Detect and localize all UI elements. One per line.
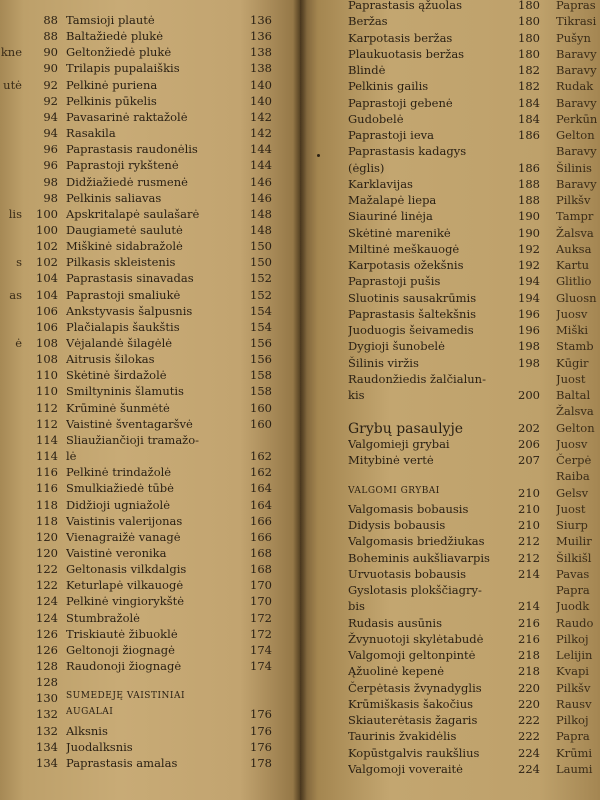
entry-title: Tamsioji plautė — [66, 13, 155, 27]
entry-title: Paprastasis šaltekšnis — [348, 306, 477, 321]
page-number: 174 — [250, 659, 272, 673]
page-number: 142 — [250, 109, 272, 124]
entry-title: kis — [348, 388, 365, 402]
cut-off-text: Gelton — [556, 128, 595, 142]
entry-title: Juoduogis šeivamedis — [348, 323, 474, 337]
page-number: 116 — [36, 481, 58, 496]
page-number: 210 — [518, 501, 540, 516]
page-number: 104 — [36, 271, 58, 286]
page-number: 120 — [36, 529, 58, 544]
page-number: 124 — [36, 610, 58, 625]
cut-off-text: Baravy — [556, 176, 597, 191]
entry-title: Miltinė meškauogė — [348, 241, 460, 256]
cut-off-text: Perkūn — [556, 111, 598, 126]
page-number: 98 — [43, 190, 58, 205]
cut-off-text: ė — [15, 336, 22, 350]
entry-title: Keturlapė vilkauogė — [66, 578, 184, 593]
page-number: 94 — [43, 109, 58, 124]
page-number: 196 — [518, 323, 540, 337]
entry-title: Valgomieji grybai — [348, 436, 450, 451]
page-number: 144 — [250, 158, 272, 173]
entry-title: Miškinė sidabražolė — [66, 239, 183, 254]
page-number: 166 — [250, 529, 272, 544]
entry-title: Trilapis pupalaiškis — [66, 61, 180, 76]
page-number: 124 — [36, 594, 58, 609]
page-number: 110 — [36, 384, 58, 399]
cut-off-text: Papras — [556, 0, 596, 12]
entry-title: Didysis bobausis — [348, 518, 446, 532]
right-index-row — [300, 762, 600, 780]
page-number: 176 — [250, 707, 272, 722]
entry-title: Didžioji ugniažolė — [66, 497, 170, 512]
entry-title: Ankstyvasis šalpusnis — [66, 303, 193, 318]
entry-title: Čerpėtasis žvynadyglis — [348, 680, 482, 695]
entry-title: Žvynuotoji skylėtabudė — [348, 631, 484, 646]
entry-title: Paprastoji gebenė — [348, 95, 453, 110]
cut-off-text: Juodk — [556, 599, 590, 614]
page-number: 102 — [36, 239, 58, 254]
page-number: 210 — [518, 518, 540, 532]
cut-off-text: Gluosn — [556, 290, 597, 305]
cut-off-text: Papra — [556, 583, 590, 597]
right-page — [300, 0, 600, 800]
entry-title: (ėglis) — [348, 160, 385, 175]
page-number: 154 — [250, 303, 272, 318]
left-index-row — [0, 756, 300, 774]
page-number: 178 — [250, 755, 272, 770]
entry-title: Grybų pasaulyje — [348, 420, 464, 437]
entry-title: Plačialapis šaukštis — [66, 319, 180, 334]
entry-title: Paprastoji rykštenė — [66, 158, 179, 173]
page-number: 132 — [36, 723, 58, 738]
entry-title: Pelkinė vingiorykštė — [66, 594, 185, 609]
page-number: 180 — [518, 46, 540, 61]
entry-title: Paprastoji pušis — [348, 274, 441, 289]
page-number: 144 — [250, 142, 272, 157]
cut-off-text: Kartu — [556, 258, 589, 272]
cut-off-text: Juost — [556, 501, 586, 516]
page-number: 108 — [36, 336, 58, 350]
page-number: 138 — [250, 61, 272, 76]
entry-title: Valgomoji voveraitė — [348, 761, 463, 776]
cut-off-text: Juost — [556, 371, 586, 386]
page-number: 122 — [36, 578, 58, 593]
entry-title: Dygioji šunobelė — [348, 339, 445, 354]
page-number: 158 — [250, 368, 272, 383]
page-number: 96 — [43, 158, 58, 173]
cut-off-text: lis — [8, 206, 22, 221]
entry-title: Rasakila — [66, 126, 116, 141]
cut-off-text: kne — [0, 45, 22, 60]
entry-title: Juodalksnis — [66, 739, 133, 754]
page-number: 162 — [250, 465, 272, 480]
cut-off-text: Pilkoj — [556, 713, 589, 727]
entry-title: Raudonžiedis žalčialun- — [348, 371, 486, 386]
page-number: 218 — [518, 664, 540, 679]
cut-off-text: Čerpė — [556, 453, 592, 467]
page-number: 158 — [250, 384, 272, 399]
page-number: 110 — [36, 368, 58, 383]
entry-title: Sluotinis sausakrūmis — [348, 290, 477, 305]
cut-off-text: Baltal — [556, 388, 591, 402]
entry-title: Siauriné linėja — [348, 209, 433, 224]
page-number: 222 — [518, 713, 540, 727]
page-number: 94 — [43, 126, 58, 141]
page-number: 176 — [250, 739, 272, 754]
cut-off-text: Krūmi — [556, 745, 593, 760]
cut-off-text: Juosv — [556, 306, 588, 321]
cut-off-text: Siurp — [556, 518, 588, 532]
page-number: 148 — [250, 222, 272, 237]
page-number: 190 — [518, 209, 540, 224]
cut-off-text: as — [9, 287, 22, 302]
page-number: 184 — [518, 111, 540, 126]
entry-title: Plaukuotasis beržas — [348, 46, 465, 61]
page-number: 126 — [36, 626, 58, 641]
entry-title: Didžiažiedė rusmenė — [66, 174, 188, 189]
entry-title: Smulkiažiedė tūbė — [66, 481, 174, 496]
cut-off-text: Žalsva — [556, 404, 594, 419]
cut-off-text: Tikrasi — [556, 14, 597, 29]
page-number: 206 — [518, 436, 540, 451]
page-number: 160 — [250, 416, 272, 431]
page-number: 156 — [250, 352, 272, 367]
entry-title: Taurinis žvakidėlis — [348, 729, 457, 744]
page-number: 214 — [518, 566, 540, 581]
entry-title: Krūminė šunmėtė — [66, 400, 170, 415]
cut-off-text: Kvapi — [556, 664, 589, 679]
cut-off-text: Stamb — [556, 339, 594, 354]
cut-off-text: Gelsv — [556, 485, 589, 500]
entry-title: Vaistinė veronika — [66, 545, 167, 560]
cut-off-text: Baravy — [556, 63, 597, 77]
entry-title: Pelkinė trindažolė — [66, 465, 172, 480]
cut-off-text: utė — [3, 77, 22, 92]
entry-title: Pelkinis gailis — [348, 79, 429, 94]
entry-title: Pavasarinė raktažolė — [66, 109, 188, 124]
page-number: 108 — [36, 352, 58, 367]
page-number: 198 — [518, 339, 540, 354]
entry-title: Smiltyninis šlamutis — [66, 384, 184, 399]
page-number: 220 — [518, 680, 540, 695]
page-number: 180 — [518, 0, 540, 12]
page-number: 134 — [36, 739, 58, 754]
entry-title: Valgomoji geltonpintė — [348, 648, 476, 662]
page-number: 186 — [518, 160, 540, 175]
entry-title: Gudobelė — [348, 111, 404, 126]
page-number: 92 — [43, 93, 58, 108]
page-number: 168 — [250, 545, 272, 560]
entry-title: VALGOMI GRYBAI — [348, 485, 440, 496]
page-number: 118 — [36, 513, 58, 528]
entry-title: Geltonasis vilkdalgis — [66, 562, 187, 577]
page-number: 126 — [36, 642, 58, 657]
cut-off-text: Pilkoj — [556, 631, 589, 646]
cut-off-text: Rausv — [556, 696, 592, 711]
entry-title: Pelkinė puriena — [66, 77, 158, 92]
entry-title: Beržas — [348, 14, 388, 29]
cut-off-text: s — [16, 255, 22, 270]
page-number: 170 — [250, 594, 272, 609]
page-number: 176 — [250, 723, 272, 738]
entry-title: Karklavijas — [348, 176, 413, 191]
page-number: 164 — [250, 497, 272, 512]
page-number: 106 — [36, 303, 58, 318]
cut-off-text: Rudak — [556, 79, 594, 94]
page-number: 198 — [518, 355, 540, 370]
entry-title: Paprastasis sinavadas — [66, 271, 194, 286]
page-number: 146 — [250, 174, 272, 189]
cut-off-text: Pilkšv — [556, 193, 591, 207]
entry-title: Sliaužiančioji tramažo- — [66, 432, 200, 447]
entry-title: Paprastasis raudonėlis — [66, 142, 198, 157]
page-number: 202 — [518, 420, 540, 435]
entry-title: Vėjalandė šilagėlė — [66, 336, 173, 350]
page-number: 134 — [36, 755, 58, 770]
cut-off-text: Miški — [556, 323, 589, 337]
page-number: 100 — [36, 222, 58, 237]
page-number: 160 — [250, 400, 272, 415]
entry-title: Vienagraižė vanagė — [66, 529, 181, 544]
page-number: 182 — [518, 79, 540, 94]
entry-title: Rudasis ausūnis — [348, 615, 442, 630]
page-number: 214 — [518, 599, 540, 614]
page-number: 184 — [518, 95, 540, 110]
entry-title: Kopūstgalvis raukšlius — [348, 745, 480, 760]
entry-title: Pelkinis saliavas — [66, 190, 162, 205]
entry-title: Gyslotasis plokščiagry- — [348, 583, 482, 597]
page-number: 150 — [250, 255, 272, 270]
cut-off-text: Šilkišl — [556, 550, 592, 565]
entry-title: Pilkasis skleistenis — [66, 255, 176, 270]
page-number: 188 — [518, 193, 540, 207]
entry-title: Baltažiedė plukė — [66, 29, 164, 44]
page-number: 140 — [250, 93, 272, 108]
page-number: 100 — [36, 206, 58, 221]
entry-title: Geltonoji žiognagė — [66, 642, 175, 657]
entry-title: Paprastasis kadagys — [348, 144, 467, 159]
page-number: 172 — [250, 610, 272, 625]
page-number: 118 — [36, 497, 58, 512]
entry-title: Paprastasis amalas — [66, 755, 178, 770]
page-number: 130 — [36, 691, 58, 706]
entry-title: Paprastasis ąžuolas — [348, 0, 462, 12]
page-number: 120 — [36, 545, 58, 560]
page-number: 224 — [518, 761, 540, 776]
page-number: 96 — [43, 142, 58, 157]
cut-off-text: Baravy — [556, 144, 597, 159]
page-number: 170 — [250, 578, 272, 593]
cut-off-text: Gelton — [556, 420, 595, 435]
page-number: 112 — [36, 400, 58, 415]
cut-off-text: Laumi — [556, 761, 593, 776]
page-number: 90 — [43, 45, 58, 60]
page-number: 92 — [43, 77, 58, 92]
page-number: 222 — [518, 729, 540, 744]
entry-title: Paprastoji smaliukė — [66, 287, 181, 302]
page-number: 186 — [518, 128, 540, 142]
cut-off-text: Papra — [556, 729, 590, 744]
cut-off-text: Baravy — [556, 46, 597, 61]
page-number: 182 — [518, 63, 540, 77]
entry-title: Karpotasis beržas — [348, 30, 453, 45]
entry-title: lė — [66, 449, 77, 464]
page-number: 128 — [36, 675, 58, 690]
entry-title: AUGALAI — [66, 707, 114, 718]
page-number: 168 — [250, 562, 272, 577]
entry-title: Apskritalapė saulašarė — [66, 206, 200, 221]
cut-off-text: Juosv — [556, 436, 588, 451]
cut-off-text: Muilir — [556, 534, 592, 549]
cut-off-text: Kūgir — [556, 355, 589, 370]
entry-title: Blindė — [348, 63, 386, 77]
page-number: 128 — [36, 659, 58, 673]
cut-off-text: Glitlio — [556, 274, 592, 289]
cut-off-text: Pilkšv — [556, 680, 591, 695]
entry-title: Raudonoji žiognagė — [66, 659, 182, 673]
entry-title: Boheminis aukšliavarpis — [348, 550, 490, 565]
page-number: 88 — [43, 13, 58, 27]
cut-off-text: Raudo — [556, 615, 594, 630]
entry-title: Valgomasis briedžiukas — [348, 534, 485, 549]
page-number: 218 — [518, 648, 540, 662]
entry-title: Paprastoji ieva — [348, 128, 434, 142]
entry-title: Šilinis viržis — [348, 355, 419, 370]
page-number: 212 — [518, 534, 540, 549]
page-number: 174 — [250, 642, 272, 657]
page-number: 188 — [518, 176, 540, 191]
page-number: 112 — [36, 416, 58, 431]
entry-title: Skiauterėtasis žagaris — [348, 713, 478, 727]
entry-title: Aitrusis šilokas — [66, 352, 155, 367]
page-number: 148 — [250, 206, 272, 221]
page-number: 102 — [36, 255, 58, 270]
entry-title: Alksnis — [66, 723, 108, 738]
page-number: 216 — [518, 631, 540, 646]
page-number: 106 — [36, 319, 58, 334]
page-number: 212 — [518, 550, 540, 565]
cut-off-text: Pavas — [556, 566, 590, 581]
cut-off-text: Baravy — [556, 95, 597, 110]
page-number: 180 — [518, 14, 540, 29]
page-number: 114 — [36, 449, 58, 464]
page-number: 220 — [518, 696, 540, 711]
page-number: 164 — [250, 481, 272, 496]
entry-title: Geltonžiedė plukė — [66, 45, 172, 60]
entry-title: Vaistinis valerijonas — [66, 513, 183, 528]
cut-off-text: Tampr — [556, 209, 594, 224]
cut-off-text: Pušyn — [556, 30, 591, 45]
entry-title: Krūmiškasis šakočius — [348, 696, 474, 711]
entry-title: Urvuotasis bobausis — [348, 566, 467, 581]
entry-title: Mitybinė vertė — [348, 453, 434, 467]
page-number: 146 — [250, 190, 272, 205]
cut-off-text: Raiba — [556, 469, 590, 484]
page-number: 200 — [518, 388, 540, 402]
entry-title: Valgomasis bobausis — [348, 501, 469, 516]
page-number: 154 — [250, 319, 272, 334]
page-number: 136 — [250, 29, 272, 44]
page-number: 98 — [43, 174, 58, 189]
page-number: 162 — [250, 449, 272, 464]
page-number: 140 — [250, 77, 272, 92]
page-number: 192 — [518, 241, 540, 256]
page-number: 210 — [518, 485, 540, 500]
page-number: 194 — [518, 290, 540, 305]
entry-title: Mažalapė liepa — [348, 193, 437, 207]
entry-title: SUMEDĖJĘ VAISTINIAI — [66, 691, 186, 702]
entry-title: Stumbražolė — [66, 610, 140, 625]
page-number: 194 — [518, 274, 540, 289]
page-number: 166 — [250, 513, 272, 528]
entry-title: Skėtinė širdažolė — [66, 368, 167, 383]
page-number: 138 — [250, 45, 272, 60]
page-number: 90 — [43, 61, 58, 76]
page-number: 207 — [518, 453, 540, 467]
page-number: 224 — [518, 745, 540, 760]
page-number: 152 — [250, 271, 272, 286]
entry-title: Pelkinis pūkelis — [66, 93, 157, 108]
page-number: 192 — [518, 258, 540, 272]
entry-title: Triskiautė žibuoklė — [66, 626, 178, 641]
entry-title: Ąžuolinė kepenė — [348, 664, 445, 679]
cut-off-text: Auksa — [556, 241, 592, 256]
page-number: 152 — [250, 287, 272, 302]
page-number: 136 — [250, 13, 272, 27]
page-number: 114 — [36, 432, 58, 447]
entry-title: Karpotasis ožekšnis — [348, 258, 464, 272]
page-number: 104 — [36, 287, 58, 302]
page-number: 142 — [250, 126, 272, 141]
cut-off-text: Lelijin — [556, 648, 593, 662]
entry-title: bis — [348, 599, 365, 614]
page-number: 116 — [36, 465, 58, 480]
page-number: 132 — [36, 707, 58, 722]
page-number: 196 — [518, 306, 540, 321]
entry-title: Vaistinė šventagaršvė — [66, 416, 193, 431]
entry-title: Skėtinė marenikė — [348, 225, 451, 240]
page-number: 156 — [250, 336, 272, 350]
entry-title: Daugiametė saulutė — [66, 222, 183, 237]
page-number: 150 — [250, 239, 272, 254]
page-number: 216 — [518, 615, 540, 630]
page-number: 180 — [518, 30, 540, 45]
cut-off-text: Šilinis — [556, 160, 592, 175]
page-number: 88 — [43, 29, 58, 44]
cut-off-text: Žalsva — [556, 225, 594, 240]
page-number: 172 — [250, 626, 272, 641]
page-number: 122 — [36, 562, 58, 577]
page-number: 190 — [518, 225, 540, 240]
